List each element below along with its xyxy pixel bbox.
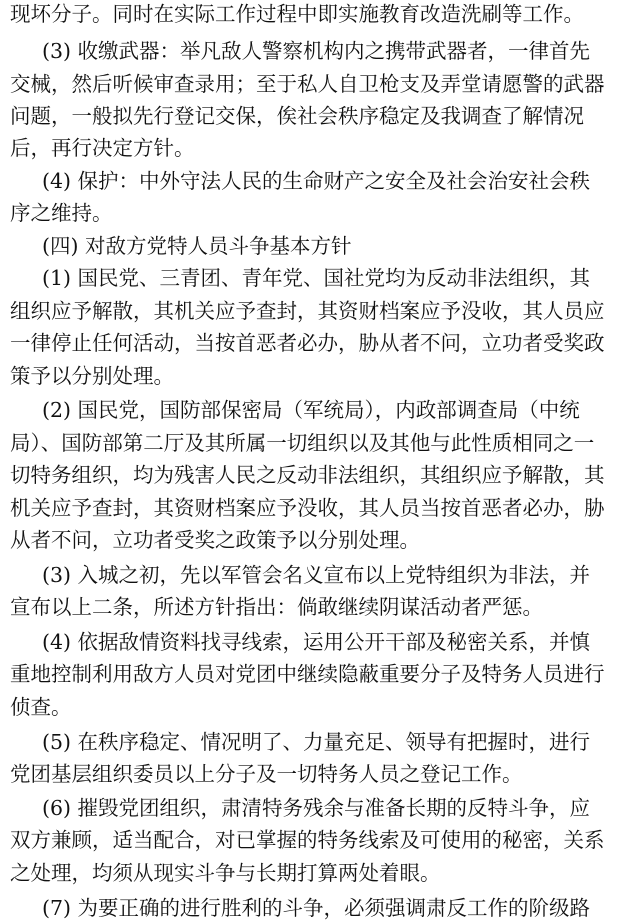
text-line: 序之维持。 — [10, 201, 113, 225]
text-line: 后，再行决定方针。 — [10, 136, 195, 160]
text-line: 问题，一般拟先行登记交保，俟社会秩序稳定及我调查了解情况 — [10, 104, 584, 128]
text-line: (2) 国民党，国防部保密局（军统局），内政部调查局（中统 — [42, 398, 580, 422]
text-line: (1) 国民党、三青团、青年党、国社党均为反动非法组织，其 — [42, 266, 591, 290]
text-line: 机关应予查封，其资财档案应予没收，其人员当按首恶者必办，胁 — [10, 496, 605, 520]
text-line: 交械，然后听候审查录用；至于私人自卫枪支及弄堂请愿警的武器 — [10, 72, 605, 96]
text-line: 一律停止任何活动，当按首恶者必办，胁从者不问，立功者受奖政 — [10, 331, 605, 355]
text-line: 重地控制利用敌方人员对党团中继续隐蔽重要分子及特务人员进行 — [10, 662, 605, 686]
text-line: 之处理，均须从现实斗争与长期打算两处着眼。 — [10, 861, 441, 885]
text-line: 从者不问，立功者受奖之政策予以分别处理。 — [10, 528, 420, 552]
text-line: (5) 在秩序稳定、情况明了、力量充足、领导有把握时，进行 — [42, 730, 591, 754]
text-line: (3) 入城之初，先以军管会名义宣布以上党特组织为非法，并 — [42, 563, 591, 587]
text-line: 策予以分别处理。 — [10, 364, 174, 388]
text-line: (4) 依据敌情资料找寻线索，运用公开干部及秘密关系，并慎 — [42, 630, 591, 654]
text-line: 局）、国防部第二厅及其所属一切组织以及其他与此性质相同之一 — [10, 431, 595, 455]
text-line: 现坏分子。同时在实际工作过程中即实施教育改造洗刷等工作。 — [10, 2, 584, 26]
text-line: (6) 摧毁党团组织，肃清特务残余与准备长期的反特斗争，应 — [42, 796, 591, 820]
text-line: (4) 保护：中外守法人民的生命财产之安全及社会治安社会秩 — [42, 169, 591, 193]
text-line: 侦查。 — [10, 695, 72, 719]
text-line: 党团基层组织委员以上分子及一切特务人员之登记工作。 — [10, 762, 523, 786]
text-line: 组织应予解散，其机关应予查封，其资财档案应予没收，其人员应 — [10, 299, 605, 323]
text-line: (7) 为要正确的进行胜利的斗争，必须强调肃反工作的阶级路 — [42, 896, 591, 920]
text-line: 切特务组织，均为残害人民之反动非法组织，其组织应予解散，其 — [10, 463, 605, 487]
section-heading: (四) 对敌方党特人员斗争基本方针 — [42, 234, 352, 258]
text-line: 宣布以上二条，所述方针指出：倘敢继续阴谋活动者严惩。 — [10, 595, 543, 619]
text-line: (3) 收缴武器：举凡敌人警察机构内之携带武器者，一律首先 — [42, 39, 591, 63]
text-line: 双方兼顾，适当配合，对已掌握的特务线索及可使用的秘密，关系 — [10, 828, 605, 852]
